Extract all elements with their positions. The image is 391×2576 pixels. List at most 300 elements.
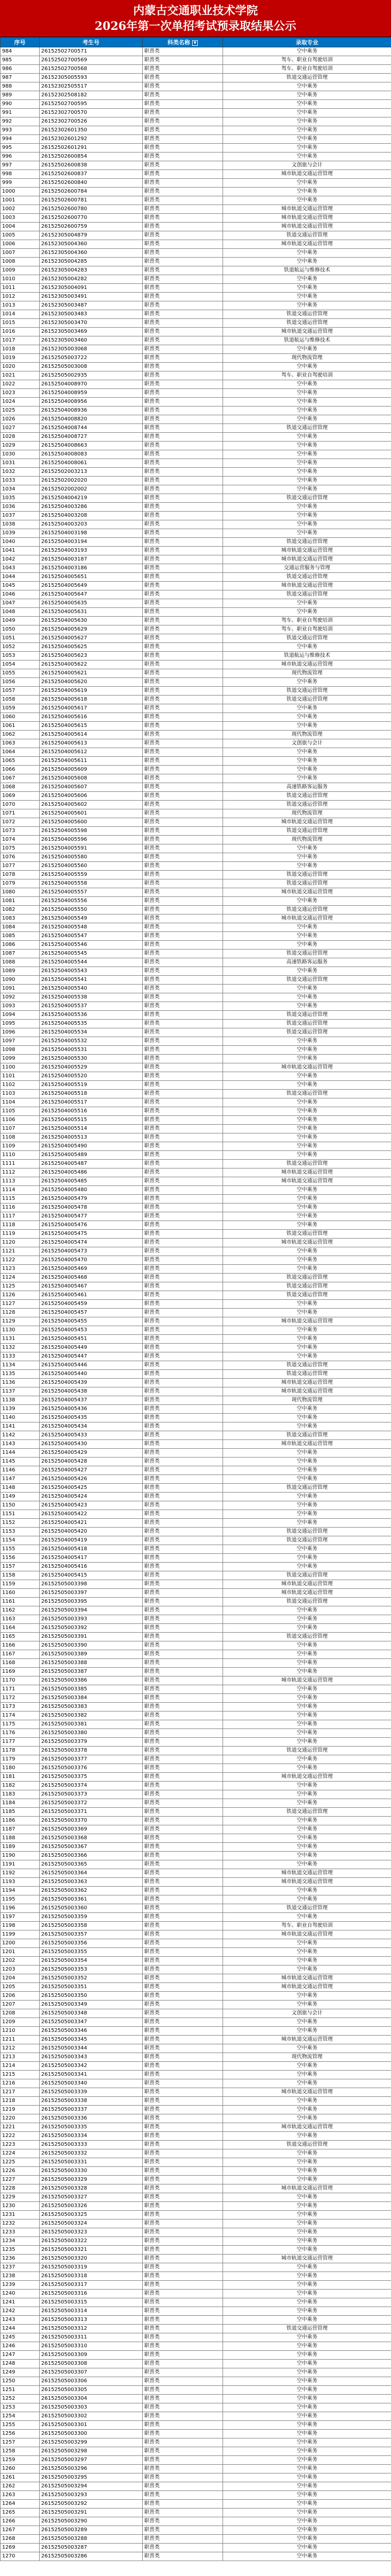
cell-category: 职普类 [143, 363, 223, 371]
cell-category: 职普类 [143, 2079, 223, 2088]
cell-major: 铁道交通运营管理 [223, 590, 391, 599]
cell-no: 1251 [1, 2386, 40, 2395]
cell-no: 1270 [1, 2552, 40, 2561]
cell-no: 1227 [1, 2176, 40, 2184]
cell-category: 职普类 [143, 1668, 223, 1676]
cell-major: 空中乘务 [223, 2517, 391, 2526]
table-row [1, 862, 391, 871]
cell-major: 空中乘务 [223, 82, 391, 91]
cell-no: 1268 [1, 2535, 40, 2544]
cell-major: 空中乘务 [223, 2062, 391, 2071]
cell-major: 铁道交通运营管理 [223, 1484, 391, 1493]
table-row [1, 1501, 391, 1510]
cell-major: 空中乘务 [223, 117, 391, 126]
cell-exam-id: 26152505003370 [40, 1817, 143, 1825]
cell-category: 职普类 [143, 2307, 223, 2316]
cell-exam-id: 26152505003292 [40, 2500, 143, 2509]
cell-category: 职普类 [143, 766, 223, 774]
cell-no: 1156 [1, 1554, 40, 1563]
cell-exam-id: 26152504005617 [40, 704, 143, 713]
cell-exam-id: 26152305003068 [40, 345, 143, 354]
cell-major: 空中乘务 [223, 2071, 391, 2079]
cell-no: 1114 [1, 1186, 40, 1195]
table-row [1, 2062, 391, 2071]
cell-no: 1205 [1, 1983, 40, 1992]
cell-no: 1176 [1, 1729, 40, 1738]
cell-exam-id: 26152505003339 [40, 2088, 143, 2097]
cell-category: 职普类 [143, 2526, 223, 2535]
cell-major: 空中乘务 [223, 2211, 391, 2219]
cell-exam-id: 26152505003315 [40, 2298, 143, 2307]
cell-major: 空中乘务 [223, 1501, 391, 1510]
cell-major: 铁道交通运营管理 [223, 792, 391, 801]
table-row [1, 354, 391, 363]
cell-exam-id: 26152505003351 [40, 1983, 143, 1992]
table-row [1, 941, 391, 950]
cell-exam-id: 26152504005600 [40, 818, 143, 827]
cell-exam-id: 26152505003376 [40, 1764, 143, 1773]
cell-category: 职普类 [143, 1037, 223, 1046]
cell-major: 空中乘务 [223, 1352, 391, 1361]
table-row [1, 2342, 391, 2351]
cell-major: 铁道交通运营管理 [223, 538, 391, 547]
cell-category: 职普类 [143, 424, 223, 433]
cell-no: 1088 [1, 958, 40, 967]
cell-major: 现代物流管理 [223, 809, 391, 818]
cell-exam-id: 26152305004282 [40, 275, 143, 284]
table-row [1, 2386, 391, 2395]
cell-category: 职普类 [143, 1291, 223, 1300]
column-header-major[interactable] [223, 38, 391, 47]
cell-no: 1217 [1, 2088, 40, 2097]
cell-exam-id: 26152505003312 [40, 2325, 143, 2333]
table-row [1, 2430, 391, 2438]
cell-category: 职普类 [143, 1852, 223, 1860]
cell-exam-id: 26152505003342 [40, 2062, 143, 2071]
cell-exam-id: 26152504005580 [40, 853, 143, 862]
table-row [1, 1510, 391, 1519]
cell-category: 职普类 [143, 450, 223, 459]
cell-no: 1000 [1, 188, 40, 196]
table-row [1, 879, 391, 888]
table-row [1, 433, 391, 442]
cell-exam-id: 26152504005513 [40, 1133, 143, 1142]
cell-no: 1058 [1, 696, 40, 704]
table-row [1, 1790, 391, 1799]
table-row [1, 310, 391, 319]
cell-category: 职普类 [143, 468, 223, 477]
cell-exam-id: 26152504005602 [40, 801, 143, 809]
cell-category: 职普类 [143, 652, 223, 660]
cell-no: 1075 [1, 844, 40, 853]
cell-major: 城市轨道交通运营管理 [223, 1580, 391, 1589]
cell-category: 职普类 [143, 1545, 223, 1554]
filter-dropdown-icon[interactable]: ▼ [192, 40, 198, 46]
table-row [1, 836, 391, 844]
cell-major: 空中乘务 [223, 1186, 391, 1195]
cell-major: 文创旅与会计 [223, 2009, 391, 2018]
cell-no: 1232 [1, 2219, 40, 2228]
cell-no: 1106 [1, 1116, 40, 1125]
table-row [1, 74, 391, 82]
table-row [1, 660, 391, 669]
cell-major: 铁道交通运营管理 [223, 1361, 391, 1370]
cell-no: 1079 [1, 879, 40, 888]
cell-no: 1151 [1, 1510, 40, 1519]
cell-category: 职普类 [143, 906, 223, 914]
cell-exam-id: 26152504005427 [40, 1466, 143, 1475]
cell-category: 职普类 [143, 958, 223, 967]
cell-major: 空中乘务 [223, 643, 391, 652]
cell-major: 空中乘务 [223, 1606, 391, 1615]
cell-exam-id: 26152505003330 [40, 2167, 143, 2176]
cell-major: 空中乘务 [223, 1475, 391, 1484]
cell-major: 空中乘务 [223, 1992, 391, 2001]
table-row [1, 1869, 391, 1878]
cell-major: 空中乘务 [223, 748, 391, 757]
cell-no: 1066 [1, 766, 40, 774]
cell-no: 1145 [1, 1458, 40, 1466]
cell-major: 空中乘务 [223, 2001, 391, 2009]
cell-exam-id: 26152502700571 [40, 47, 143, 56]
cell-category: 职普类 [143, 1081, 223, 1090]
cell-no: 1144 [1, 1449, 40, 1458]
cell-category: 职普类 [143, 1239, 223, 1247]
cell-no: 984 [1, 47, 40, 56]
cell-no: 1216 [1, 2079, 40, 2088]
table-row [1, 266, 391, 275]
cell-no: 1257 [1, 2438, 40, 2447]
cell-major: 空中乘务 [223, 1204, 391, 1212]
cell-category: 职普类 [143, 1221, 223, 1230]
cell-exam-id: 26152505003353 [40, 1965, 143, 1974]
table-row [1, 336, 391, 345]
table-row [1, 783, 391, 792]
cell-major: 高速铁路客运服务 [223, 958, 391, 967]
column-header-category[interactable] [143, 38, 223, 47]
cell-no: 1147 [1, 1475, 40, 1484]
cell-category: 职普类 [143, 196, 223, 205]
cell-major: 空中乘务 [223, 1790, 391, 1799]
table-row [1, 897, 391, 906]
column-header-category-label: 科类名称 [167, 39, 190, 46]
cell-no: 1254 [1, 2412, 40, 2421]
table-row [1, 844, 391, 853]
cell-no: 1001 [1, 196, 40, 205]
cell-major: 空中乘务 [223, 2219, 391, 2228]
table-row [1, 2290, 391, 2298]
cell-no: 1012 [1, 293, 40, 301]
table-row [1, 1659, 391, 1668]
cell-major: 铁道交通运营管理 [223, 1598, 391, 1606]
cell-exam-id: 26152505003291 [40, 2509, 143, 2517]
table-row [1, 2071, 391, 2079]
table-row [1, 1528, 391, 1536]
cell-no: 1187 [1, 1825, 40, 1834]
cell-category: 职普类 [143, 82, 223, 91]
cell-exam-id: 26152502600854 [40, 152, 143, 161]
table-row [1, 2552, 391, 2561]
cell-exam-id: 26152504005612 [40, 748, 143, 757]
table-row [1, 2184, 391, 2193]
table-row [1, 2465, 391, 2473]
column-header-major-label: 录取专业 [296, 39, 318, 46]
cell-no: 1165 [1, 1633, 40, 1641]
table-row [1, 1606, 391, 1615]
cell-exam-id: 26152504005485 [40, 1177, 143, 1186]
column-header-exam-id[interactable] [40, 38, 143, 47]
cell-category: 职普类 [143, 976, 223, 985]
cell-category: 职普类 [143, 2368, 223, 2377]
cell-exam-id: 26152305003483 [40, 310, 143, 319]
table-row [1, 1545, 391, 1554]
cell-no: 1065 [1, 757, 40, 766]
cell-exam-id: 26152302700526 [40, 117, 143, 126]
cell-exam-id: 26152504005478 [40, 1204, 143, 1212]
cell-no: 1215 [1, 2071, 40, 2079]
cell-major: 空中乘务 [223, 1755, 391, 1764]
cell-no: 1168 [1, 1659, 40, 1668]
table-row [1, 1694, 391, 1703]
cell-major: 空中乘务 [223, 1913, 391, 1922]
cell-major: 空中乘务 [223, 301, 391, 310]
cell-category: 职普类 [143, 1282, 223, 1291]
cell-exam-id: 26152505003380 [40, 1729, 143, 1738]
table-row [1, 2298, 391, 2307]
table-row [1, 117, 391, 126]
table-row [1, 2106, 391, 2114]
cell-category: 职普类 [143, 47, 223, 56]
cell-no: 1184 [1, 1799, 40, 1808]
table-row [1, 1633, 391, 1641]
table-row [1, 2482, 391, 2491]
cell-category: 职普类 [143, 345, 223, 354]
table-row [1, 993, 391, 1002]
cell-category: 职普类 [143, 660, 223, 669]
table-row [1, 2036, 391, 2044]
cell-major: 空中乘务 [223, 152, 391, 161]
cell-category: 职普类 [143, 2237, 223, 2246]
cell-no: 1134 [1, 1361, 40, 1370]
cell-category: 职普类 [143, 844, 223, 853]
table-row [1, 450, 391, 459]
cell-no: 1102 [1, 1081, 40, 1090]
cell-category: 职普类 [143, 1799, 223, 1808]
cell-major: 空中乘务 [223, 2097, 391, 2106]
cell-category: 职普类 [143, 1939, 223, 1948]
table-row [1, 398, 391, 406]
cell-major: 空中乘务 [223, 406, 391, 415]
cell-exam-id: 26152504005560 [40, 862, 143, 871]
cell-no: 1126 [1, 1291, 40, 1300]
cell-major: 空中乘务 [223, 2552, 391, 2561]
table-row [1, 231, 391, 240]
cell-major: 空中乘务 [223, 100, 391, 109]
table-row [1, 258, 391, 266]
cell-major: 空中乘务 [223, 2386, 391, 2395]
cell-major: 空中乘务 [223, 844, 391, 853]
cell-category: 职普类 [143, 1107, 223, 1116]
cell-no: 1190 [1, 1852, 40, 1860]
table-row [1, 950, 391, 958]
cell-no: 1197 [1, 1913, 40, 1922]
cell-major: 空中乘务 [223, 1458, 391, 1466]
cell-major: 城市轨道交通运营管理 [223, 1168, 391, 1177]
cell-major: 城市轨道交通运营管理 [223, 1869, 391, 1878]
cell-exam-id: 26152505003305 [40, 2386, 143, 2395]
table-row [1, 1922, 391, 1930]
cell-major: 空中乘务 [223, 398, 391, 406]
cell-major: 城市轨道交通运营管理 [223, 1983, 391, 1992]
table-row [1, 1992, 391, 2001]
cell-category: 职普类 [143, 1475, 223, 1484]
cell-exam-id: 26152505003316 [40, 2290, 143, 2298]
cell-no: 992 [1, 117, 40, 126]
table-row [1, 284, 391, 293]
cell-category: 职普类 [143, 1133, 223, 1142]
cell-major: 城市轨道交通运营管理 [223, 914, 391, 923]
cell-no: 1153 [1, 1528, 40, 1536]
cell-category: 职普类 [143, 1974, 223, 1983]
cell-category: 职普类 [143, 1055, 223, 1063]
cell-category: 职普类 [143, 2123, 223, 2132]
cell-no: 1061 [1, 722, 40, 731]
cell-no: 1267 [1, 2526, 40, 2535]
cell-major: 城市轨道交通运营管理 [223, 1379, 391, 1387]
cell-category: 职普类 [143, 809, 223, 818]
cell-no: 986 [1, 65, 40, 74]
cell-exam-id: 26152504005429 [40, 1449, 143, 1458]
table-row [1, 371, 391, 380]
cell-no: 1115 [1, 1195, 40, 1204]
cell-exam-id: 26152505003300 [40, 2430, 143, 2438]
cell-major: 城市轨道交通运营管理 [223, 1440, 391, 1449]
cell-exam-id: 26152504005558 [40, 879, 143, 888]
cell-major: 空中乘务 [223, 1852, 391, 1860]
cell-no: 1098 [1, 1046, 40, 1055]
cell-major: 铁道交通运营管理 [223, 687, 391, 696]
cell-category: 职普类 [143, 1125, 223, 1133]
cell-major: 空中乘务 [223, 1694, 391, 1703]
cell-category: 职普类 [143, 2316, 223, 2325]
cell-no: 991 [1, 109, 40, 117]
cell-major: 铁道交通运营管理 [223, 2141, 391, 2149]
table-row [1, 65, 391, 74]
table-row [1, 2158, 391, 2167]
table-row [1, 818, 391, 827]
cell-no: 1189 [1, 1843, 40, 1852]
cell-exam-id: 26152505003302 [40, 2412, 143, 2421]
cell-no: 1107 [1, 1125, 40, 1133]
table-row [1, 2018, 391, 2027]
cell-major: 空中乘务 [223, 2263, 391, 2272]
cell-major: 空中乘务 [223, 1834, 391, 1843]
cell-category: 职普类 [143, 1922, 223, 1930]
cell-major: 现代物流管理 [223, 2053, 391, 2062]
cell-no: 1033 [1, 477, 40, 485]
cell-category: 职普类 [143, 2281, 223, 2290]
table-row [1, 1676, 391, 1685]
cell-category: 职普类 [143, 1624, 223, 1633]
cell-no: 1204 [1, 1974, 40, 1983]
cell-category: 职普类 [143, 1484, 223, 1493]
cell-major: 空中乘务 [223, 1247, 391, 1256]
cell-no: 1064 [1, 748, 40, 757]
table-row [1, 2447, 391, 2456]
cell-category: 职普类 [143, 941, 223, 950]
table-row [1, 1519, 391, 1528]
cell-exam-id: 26152504003198 [40, 529, 143, 538]
table-row [1, 853, 391, 862]
cell-exam-id: 26152502600781 [40, 196, 143, 205]
cell-no: 1078 [1, 871, 40, 879]
cell-exam-id: 26152505003359 [40, 1913, 143, 1922]
cell-category: 职普类 [143, 853, 223, 862]
cell-no: 1264 [1, 2500, 40, 2509]
cell-no: 1124 [1, 1274, 40, 1282]
cell-category: 职普类 [143, 827, 223, 836]
cell-major: 城市轨道交通运营管理 [223, 2036, 391, 2044]
cell-major: 空中乘务 [223, 2500, 391, 2509]
cell-no: 1015 [1, 319, 40, 328]
cell-no: 1248 [1, 2360, 40, 2368]
cell-category: 职普类 [143, 590, 223, 599]
cell-major: 城市轨道交通运营管理 [223, 1773, 391, 1782]
cell-no: 1077 [1, 862, 40, 871]
table-row [1, 91, 391, 100]
cell-category: 职普类 [143, 231, 223, 240]
cell-exam-id: 26152504005529 [40, 1063, 143, 1072]
cell-category: 职普类 [143, 2044, 223, 2053]
column-header-no[interactable] [1, 38, 40, 47]
cell-major: 铁道交通运营管理 [223, 1160, 391, 1168]
table-row [1, 2360, 391, 2368]
cell-major: 城市轨道交通运营管理 [223, 2123, 391, 2132]
table-row [1, 1773, 391, 1782]
cell-exam-id: 26152505003337 [40, 2106, 143, 2114]
cell-exam-id: 26152504004219 [40, 494, 143, 503]
cell-major: 空中乘务 [223, 529, 391, 538]
table-row [1, 2377, 391, 2386]
table-row [1, 459, 391, 468]
table-row [1, 1668, 391, 1676]
table-row [1, 2001, 391, 2009]
table-row [1, 1685, 391, 1694]
cell-category: 职普类 [143, 371, 223, 380]
cell-category: 职普类 [143, 258, 223, 266]
cell-no: 1185 [1, 1808, 40, 1817]
cell-category: 职普类 [143, 2141, 223, 2149]
cell-category: 职普类 [143, 380, 223, 389]
cell-category: 职普类 [143, 398, 223, 406]
cell-exam-id: 26152504005613 [40, 739, 143, 748]
cell-no: 1136 [1, 1379, 40, 1387]
cell-exam-id: 26152505003391 [40, 1633, 143, 1641]
cell-major: 空中乘务 [223, 1422, 391, 1431]
cell-no: 1032 [1, 468, 40, 477]
cell-no: 1238 [1, 2272, 40, 2281]
cell-major: 空中乘务 [223, 1081, 391, 1090]
table-row [1, 2255, 391, 2263]
cell-exam-id: 26152505003374 [40, 1782, 143, 1790]
cell-major: 城市轨道交通运营管理 [223, 2184, 391, 2193]
cell-category: 职普类 [143, 871, 223, 879]
table-row [1, 1204, 391, 1212]
table-row [1, 1563, 391, 1571]
cell-major: 空中乘务 [223, 1414, 391, 1422]
table-row [1, 1895, 391, 1904]
cell-no: 1073 [1, 827, 40, 836]
